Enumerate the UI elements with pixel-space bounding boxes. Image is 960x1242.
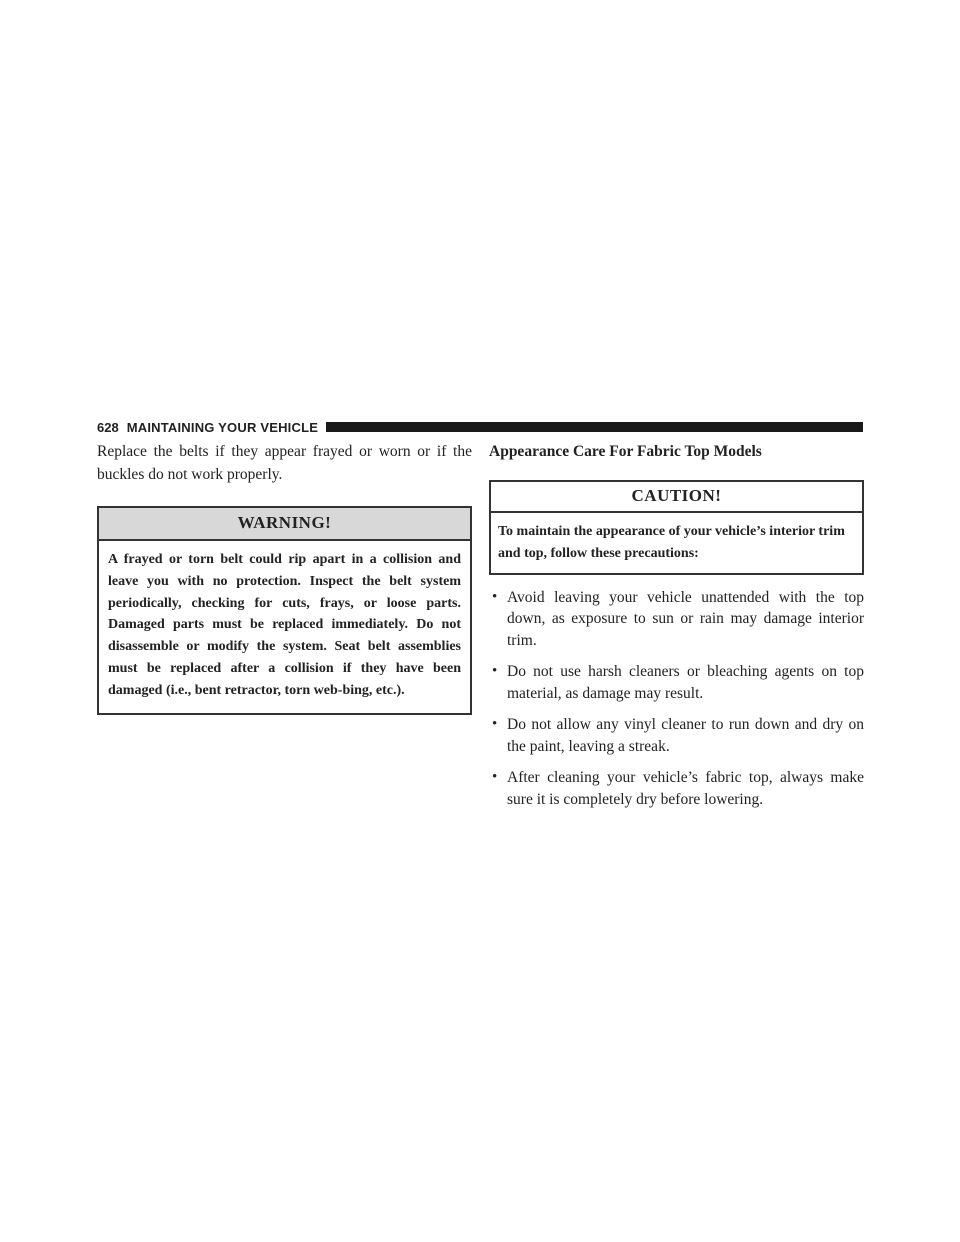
caution-box bbox=[489, 480, 864, 575]
caution-text: To maintain the appearance of your vehicle’s interior trim and top, follow these precautions: bbox=[498, 524, 845, 561]
warning-title: WARNING! bbox=[99, 508, 470, 541]
header-rule bbox=[326, 422, 863, 432]
left-column bbox=[97, 440, 472, 715]
warning-text: A frayed or torn belt could rip apart in a collision and leave you with no protection. Inspect the belt system periodically, checking for cuts, frays, or loose parts. Damaged parts must be replaced immediately. Do not disassemble or modify the system. Seat belt assemblies must be replaced after a collision if they have been damaged (i.e., bent retractor, torn web-bing, etc.). bbox=[108, 552, 461, 698]
page-header bbox=[97, 419, 863, 435]
page-number: 628 bbox=[97, 419, 119, 435]
list-item bbox=[489, 714, 864, 757]
caution-title: CAUTION! bbox=[491, 482, 862, 513]
list-item bbox=[489, 661, 864, 704]
right-column bbox=[489, 440, 864, 820]
list-item-text: Do not use harsh cleaners or bleaching agents on top material, as damage may result. bbox=[507, 663, 864, 702]
bullet-icon: • bbox=[492, 769, 498, 786]
list-item-text: After cleaning your vehicle’s fabric top, always make sure it is completely dry before lowering. bbox=[507, 769, 864, 808]
bullet-icon: • bbox=[492, 663, 498, 680]
list-item-text: Avoid leaving your vehicle unattended with the top down, as exposure to sun or rain may damage interior trim. bbox=[507, 588, 864, 649]
list-item bbox=[489, 587, 864, 652]
intro-paragraph: Replace the belts if they appear frayed or worn or if the buckles do not work properly. bbox=[97, 443, 472, 483]
section-heading: Appearance Care For Fabric Top Models bbox=[489, 443, 762, 460]
precautions-list bbox=[489, 587, 864, 811]
warning-box bbox=[97, 506, 472, 715]
bullet-icon: • bbox=[492, 588, 498, 605]
list-item bbox=[489, 767, 864, 810]
section-title: MAINTAINING YOUR VEHICLE bbox=[126, 419, 319, 435]
list-item-text: Do not allow any vinyl cleaner to run down and dry on the paint, leaving a streak. bbox=[507, 716, 864, 755]
bullet-icon: • bbox=[492, 716, 498, 733]
